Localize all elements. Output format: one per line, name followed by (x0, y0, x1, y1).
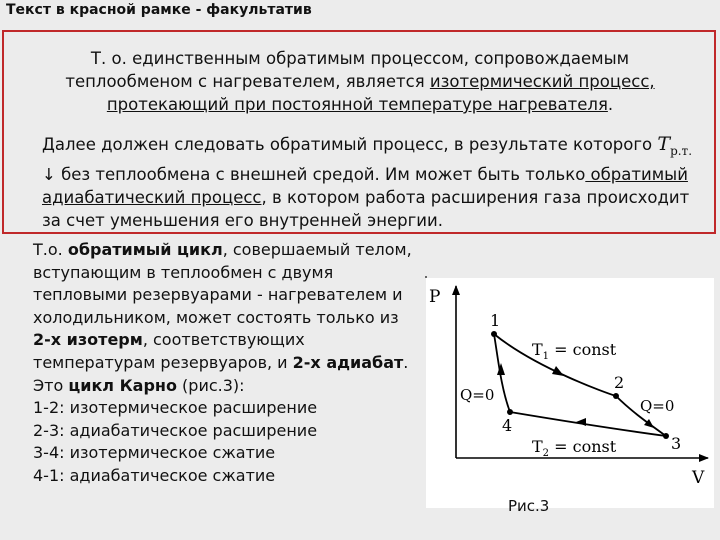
p1-text: Т. о. единственным обратимым процессом, сопровождаемым теплообменом с нагревателем, является (65, 49, 630, 91)
p2-text-b: без теплообмена с внешней средой. Им может быть только (55, 164, 586, 184)
temperature-letter: T (657, 133, 671, 155)
q-zero-right-label: Q=0 (640, 397, 675, 415)
point-3-label: 3 (671, 434, 682, 453)
carnot-cycle-text (33, 239, 413, 488)
pv-diagram-svg (426, 278, 714, 508)
point-1-label: 1 (490, 311, 501, 330)
box-paragraph-2 (42, 133, 702, 232)
point-2-label: 2 (614, 373, 625, 392)
point-4-dot (507, 409, 513, 415)
q-zero-left-label: Q=0 (460, 386, 495, 404)
main-text-a: Т.о. (33, 240, 68, 259)
carnot-cycle-term: цикл Карно (68, 375, 177, 395)
optional-text-note: Текст в красной рамке - факультатив (6, 2, 312, 18)
p-axis-label: P (429, 287, 441, 307)
down-arrow-icon: ↓ (42, 164, 56, 184)
p2-text-c: , в котором работа расширения газа происходит за счет уменьшения его внутренней энергии. (42, 187, 690, 230)
carnot-pv-diagram (426, 278, 714, 508)
main-text-i: (рис.3): (176, 375, 245, 395)
t1-const-label: $T_1$ = const (532, 340, 617, 362)
two-isotherms-term: 2-х изотерм (33, 330, 143, 350)
box-paragraph-1 (30, 47, 690, 116)
step-3-4: 3-4: изотермическое сжатие (33, 443, 276, 463)
t2-const-label: $T_2$ = const (532, 437, 617, 459)
step-1-2: 1-2: изотермическое расширение (33, 398, 318, 418)
main-text-c: , совершаемый телом, вступающим в теплообмен с двумя тепловыми резервуарами - нагревателем и холодильником, может состоять только из (33, 240, 412, 327)
point-3-dot (663, 433, 669, 439)
v-axis-label: V (692, 468, 705, 488)
arrow-1-2-icon (552, 366, 564, 376)
main-text-g: . Это (33, 352, 409, 395)
figure-caption: Рис.3 (508, 497, 550, 515)
p1-end: . (607, 95, 614, 114)
two-adiabats-term: 2-х адиабат (292, 352, 404, 372)
main-text-e: , соответствующих температурам резервуаров, и (33, 330, 305, 372)
point-4-label: 4 (502, 416, 513, 435)
arrow-3-4-icon (576, 418, 586, 426)
reservoir-temperature-symbol (657, 133, 693, 158)
temperature-subscript: р.т. (670, 143, 693, 158)
step-4-1: 4-1: адиабатическое сжатие (33, 465, 276, 485)
point-2-dot (613, 393, 619, 399)
adiabatic-process-phrase: обратимый адиабатический процесс (42, 164, 688, 207)
isotherm-t2-curve (510, 412, 666, 436)
reversible-cycle-term: обратимый цикл (67, 240, 223, 259)
isothermal-process-phrase: изотермический процесс, протекающий при постоянной температуре нагревателя (106, 72, 655, 114)
point-1-dot (491, 331, 497, 337)
step-2-3: 2-3: адиабатическое расширение (33, 420, 318, 440)
p2-text-a: Далее должен следовать обратимый процесс, в результате которого (42, 135, 658, 154)
